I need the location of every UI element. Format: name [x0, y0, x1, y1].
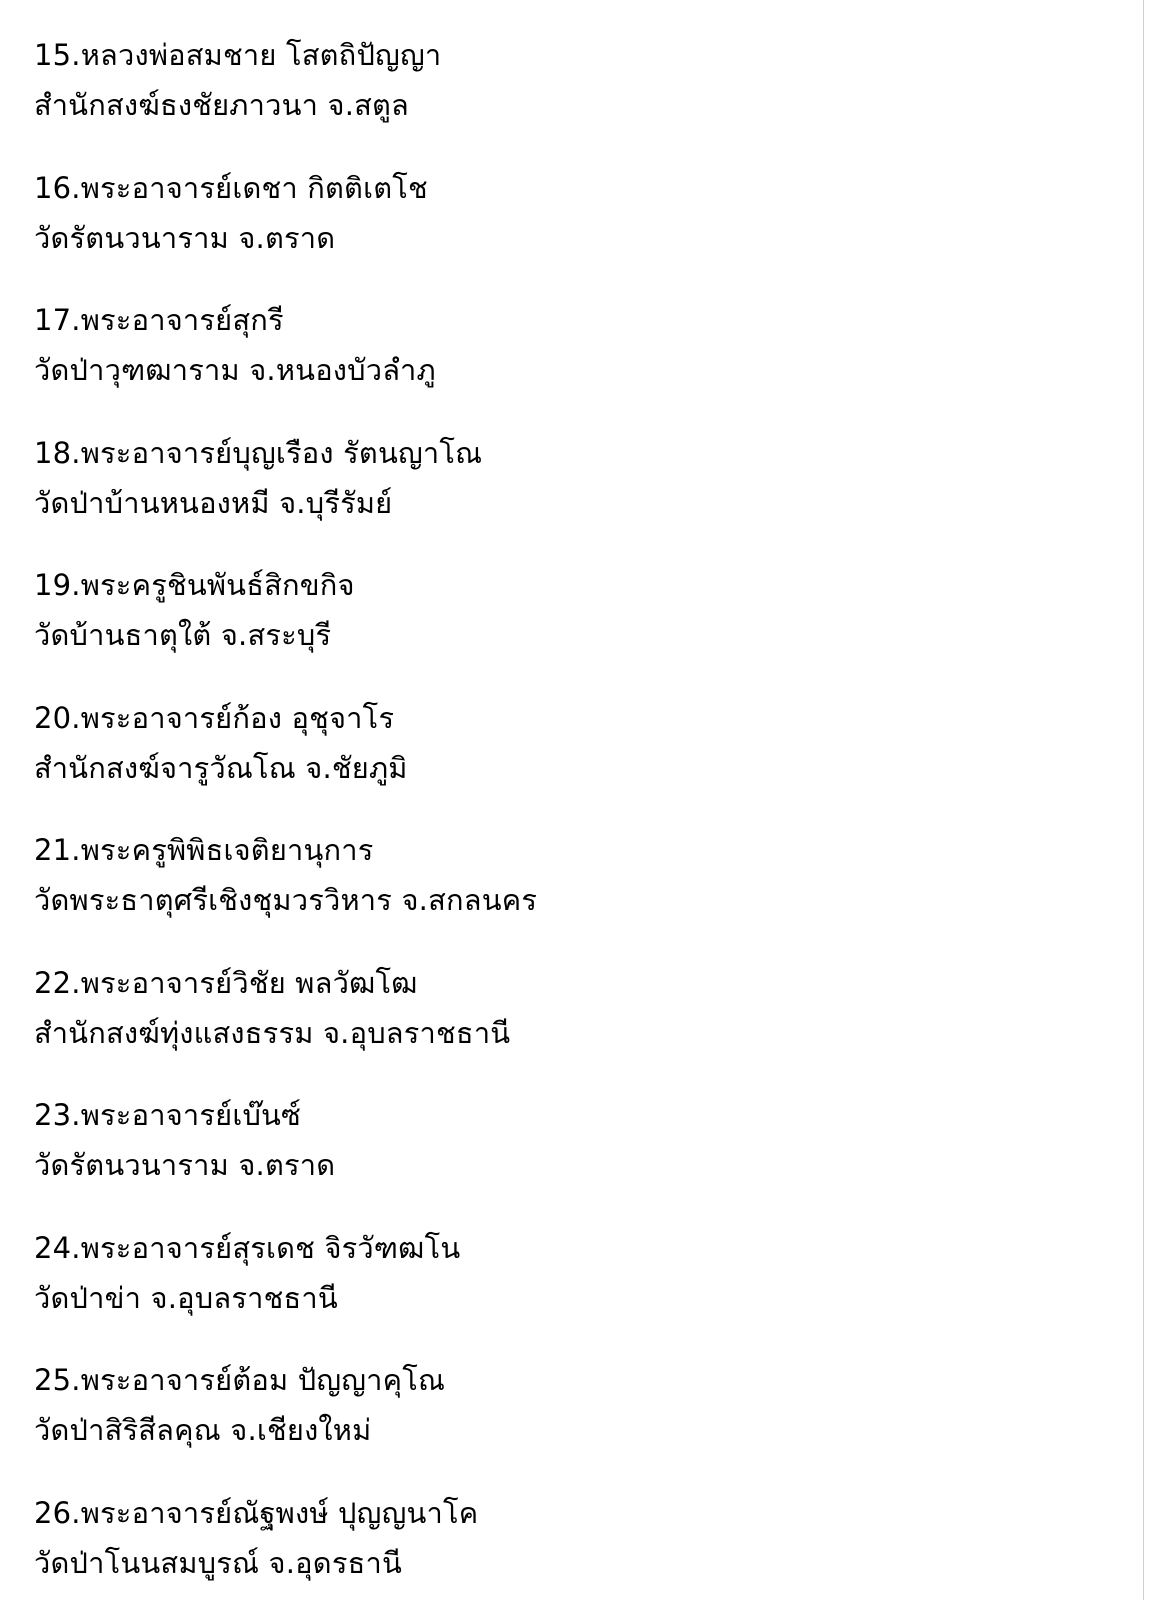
list-item — [34, 1488, 1134, 1620]
monk-list — [34, 30, 1134, 1620]
monk-temple: สำนักสงฆ์ทุ่งแสงธรรม จ.อุบลราชธานี — [34, 1008, 1134, 1058]
list-item — [34, 560, 1134, 693]
list-item — [34, 1223, 1134, 1356]
monk-name: 22.พระอาจารย์วิชัย พลวัฒโฒ — [34, 958, 1134, 1008]
monk-temple: สำนักสงฆ์จารูวัณโณ จ.ชัยภูมิ — [34, 743, 1134, 793]
list-item — [34, 1090, 1134, 1223]
monk-name: 20.พระอาจารย์ก้อง อุชุจาโร — [34, 693, 1134, 743]
list-item — [34, 30, 1134, 163]
monk-name: 17.พระอาจารย์สุกรี — [34, 295, 1134, 345]
monk-temple: วัดบ้านธาตุใต้ จ.สระบุรี — [34, 610, 1134, 660]
list-item — [34, 825, 1134, 958]
list-item — [34, 295, 1134, 428]
monk-name: 19.พระครูชินพันธ์สิกขกิจ — [34, 560, 1134, 610]
monk-temple: วัดป่าบ้านหนองหมี จ.บุรีรัมย์ — [34, 478, 1134, 528]
scroll-edge — [1143, 0, 1166, 1600]
monk-name: 15.หลวงพ่อสมชาย โสตถิปัญญา — [34, 30, 1134, 80]
monk-temple: วัดรัตนวนาราม จ.ตราด — [34, 1140, 1134, 1190]
monk-temple: วัดป่าวุฑฒาราม จ.หนองบัวลำภู — [34, 345, 1134, 395]
monk-temple: วัดรัตนวนาราม จ.ตราด — [34, 213, 1134, 263]
monk-name: 24.พระอาจารย์สุรเดช จิรวัฑฒโน — [34, 1223, 1134, 1273]
monk-temple: วัดป่าโนนสมบูรณ์ จ.อุดรธานี — [34, 1538, 1134, 1588]
list-item — [34, 428, 1134, 561]
monk-temple: สำนักสงฆ์ธงชัยภาวนา จ.สตูล — [34, 80, 1134, 130]
monk-temple: วัดป่าข่า จ.อุบลราชธานี — [34, 1273, 1134, 1323]
monk-name: 18.พระอาจารย์บุญเรือง รัตนญาโณ — [34, 428, 1134, 478]
list-item — [34, 693, 1134, 826]
list-item — [34, 958, 1134, 1091]
monk-name: 25.พระอาจารย์ต้อม ปัญญาคุโณ — [34, 1355, 1134, 1405]
monk-name: 16.พระอาจารย์เดชา กิตติเตโช — [34, 163, 1134, 213]
monk-name: 23.พระอาจารย์เบ๊นซ์ — [34, 1090, 1134, 1140]
monk-temple: วัดพระธาตุศรีเชิงชุมวรวิหาร จ.สกลนคร — [34, 875, 1134, 925]
list-item — [34, 1355, 1134, 1488]
monk-temple: วัดป่าสิริสีลคุณ จ.เชียงใหม่ — [34, 1405, 1134, 1455]
monk-name: 26.พระอาจารย์ณัฐพงษ์ ปุญญนาโค — [34, 1488, 1134, 1538]
list-item — [34, 163, 1134, 296]
monk-name: 21.พระครูพิพิธเจติยานุการ — [34, 825, 1134, 875]
